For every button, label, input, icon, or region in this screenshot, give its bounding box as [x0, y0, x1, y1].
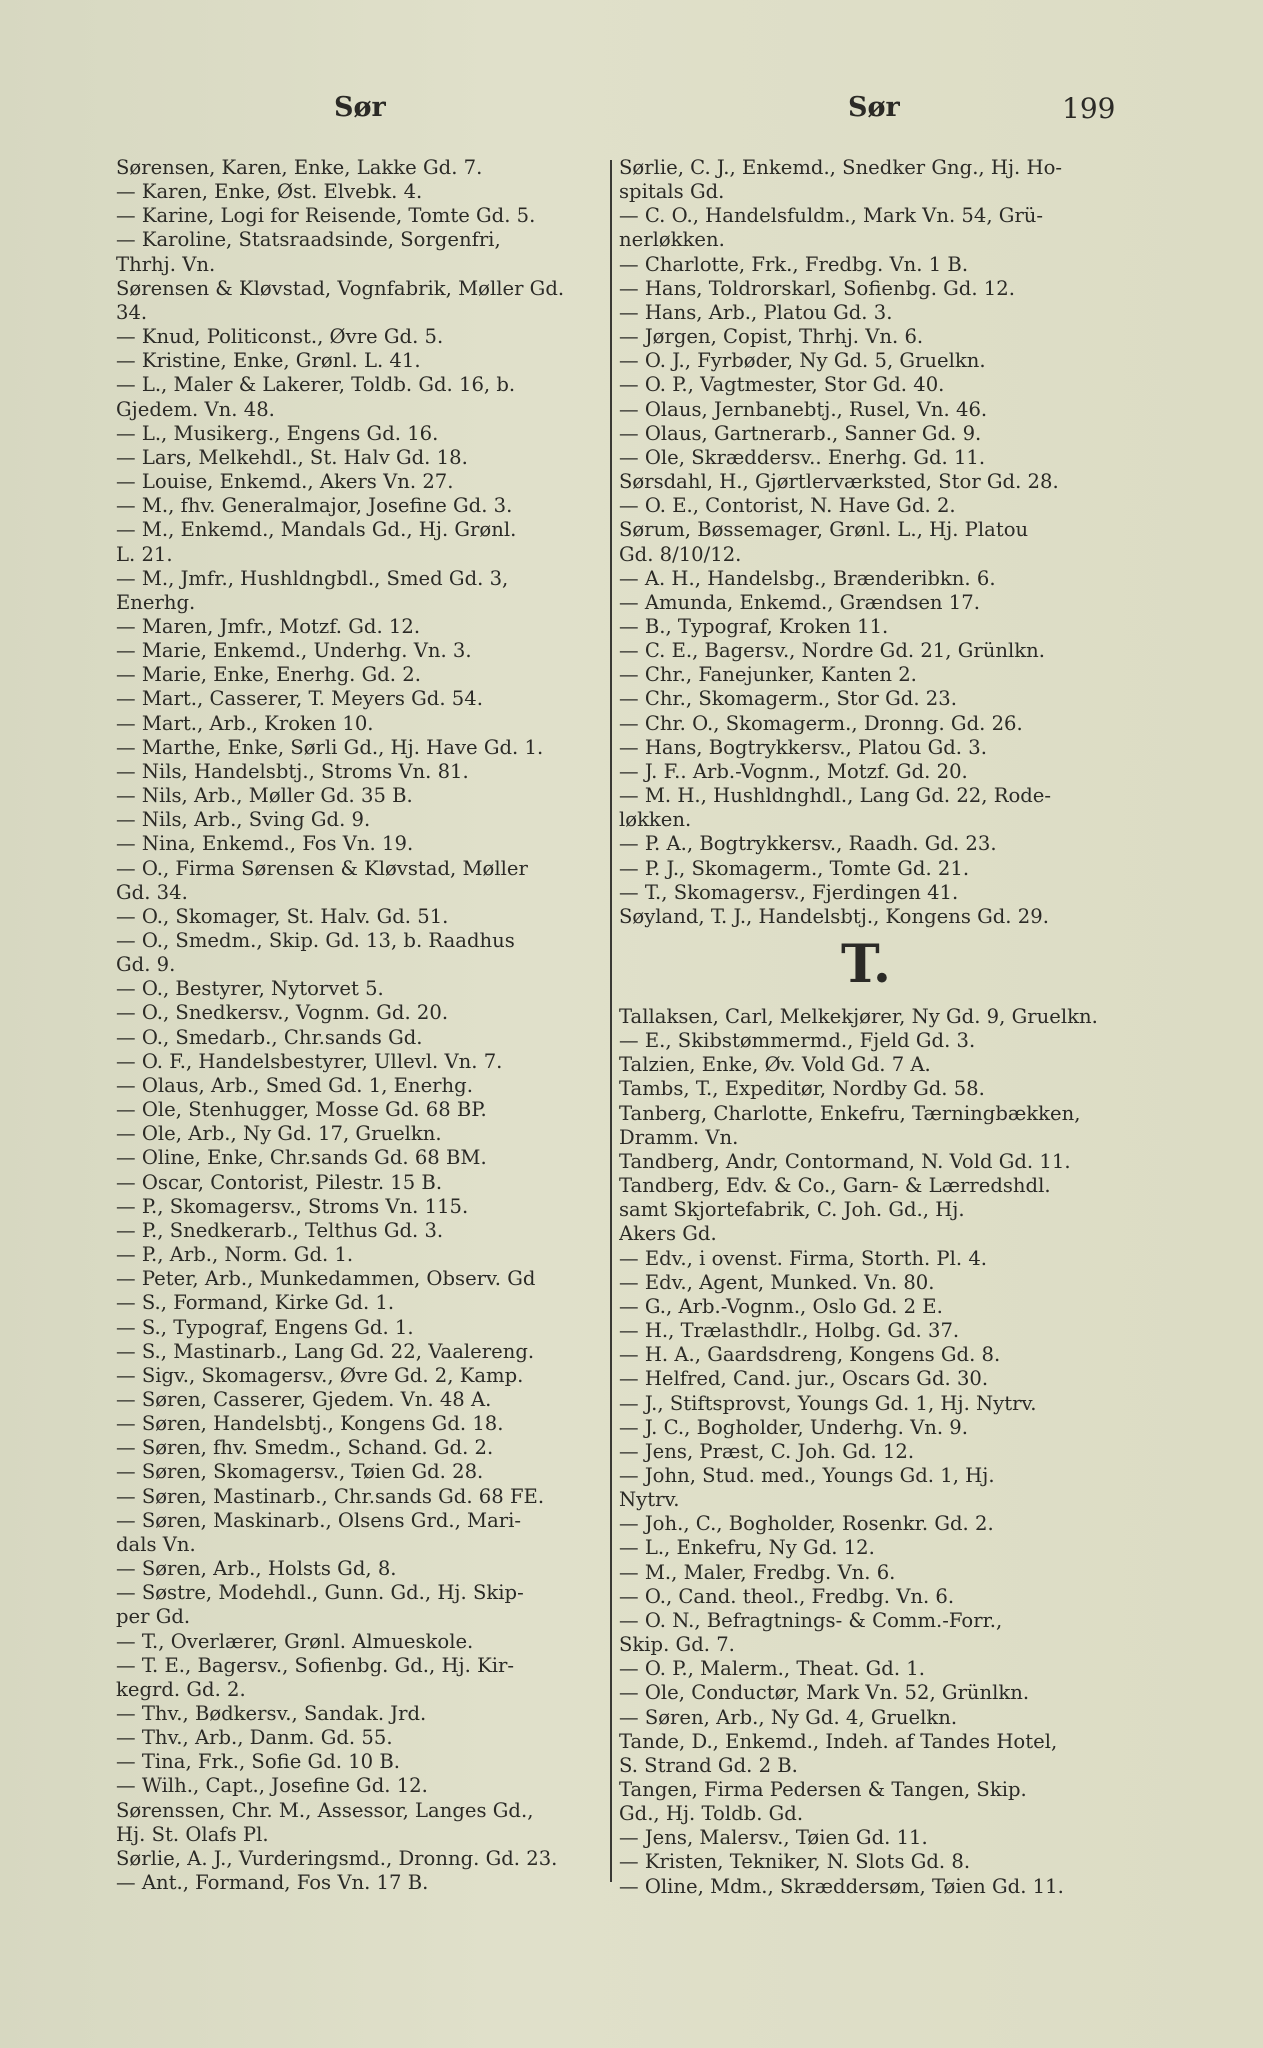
directory-entry: — Søstre, Modehdl., Gunn. Gd., Hj. Skip- — [116, 1581, 524, 1605]
directory-entry: — C. O., Handelsfuldm., Mark Vn. 54, Grü- — [619, 204, 1044, 228]
directory-entry: løkken. — [619, 808, 692, 832]
right-running-head: Sør — [848, 92, 900, 123]
directory-entry: — Karine, Logi for Reisende, Tomte Gd. 5. — [116, 204, 536, 228]
directory-entry: — T. E., Bagersv., Sofienbg. Gd., Hj. Kir- — [116, 1653, 514, 1677]
directory-entry: — J. C., Bogholder, Underhg. Vn. 9. — [619, 1415, 968, 1439]
directory-entry: — Jens, Malersv., Tøien Gd. 11. — [619, 1826, 928, 1850]
directory-entry: — Chr., Skomagerm., Stor Gd. 23. — [619, 687, 957, 711]
directory-entry: — Nils, Arb., Møller Gd. 35 B. — [116, 784, 413, 808]
directory-entry: — Olaus, Jernbanebtj., Rusel, Vn. 46. — [619, 397, 988, 421]
directory-entry: — Sigv., Skomagersv., Øvre Gd. 2, Kamp. — [116, 1363, 524, 1387]
directory-entry: — Ole, Skræddersv.. Enerhg. Gd. 11. — [619, 445, 986, 469]
directory-entry: — P., Skomagersv., Stroms Vn. 115. — [116, 1194, 469, 1218]
directory-entry: — Tina, Frk., Sofie Gd. 10 B. — [116, 1750, 400, 1774]
directory-entry: — Knud, Politiconst., Øvre Gd. 5. — [116, 325, 444, 349]
directory-entry: Tambs, T., Expeditør, Nordby Gd. 58. — [619, 1077, 985, 1101]
directory-entry: — P. A., Bogtrykkersv., Raadh. Gd. 23. — [619, 832, 997, 856]
directory-entry: dals Vn. — [116, 1532, 196, 1556]
directory-entry: — Hans, Arb., Platou Gd. 3. — [619, 300, 893, 324]
directory-entry: — Søren, Casserer, Gjedem. Vn. 48 A. — [116, 1387, 492, 1411]
directory-entry: — O. J., Fyrbøder, Ny Gd. 5, Gruelkn. — [619, 349, 986, 373]
directory-entry: — Nils, Arb., Sving Gd. 9. — [116, 808, 371, 832]
directory-entry: — O., Bestyrer, Nytorvet 5. — [116, 977, 384, 1001]
directory-entry: — S., Formand, Kirke Gd. 1. — [116, 1291, 395, 1315]
directory-entry: — M., fhv. Generalmajor, Josefine Gd. 3. — [116, 494, 513, 518]
directory-entry: — Ole, Arb., Ny Gd. 17, Gruelkn. — [116, 1122, 442, 1146]
directory-entry: spitals Gd. — [619, 180, 725, 204]
directory-entry: Gd. 8/10/12. — [619, 542, 742, 566]
directory-entry: Tallaksen, Carl, Melkekjører, Ny Gd. 9, Gruelkn. — [619, 1005, 1098, 1028]
left-column — [116, 156, 600, 1895]
directory-entry: — Chr. O., Skomagerm., Dronng. Gd. 26. — [619, 711, 1023, 735]
directory-entry: — M., Maler, Fredbg. Vn. 6. — [619, 1560, 896, 1584]
directory-entry: Dramm. Vn. — [619, 1125, 739, 1149]
directory-entry: — Mart., Arb., Kroken 10. — [116, 711, 374, 735]
directory-entry: — O., Smedarb., Chr.sands Gd. — [116, 1025, 423, 1049]
directory-entry: — L., Musikerg., Engens Gd. 16. — [116, 421, 439, 445]
directory-entry: Thrhj. Vn. — [116, 252, 216, 276]
directory-entry: — M. H., Hushldnghdl., Lang Gd. 22, Rode- — [619, 784, 1052, 808]
right-column-entries-b — [619, 1005, 1113, 1899]
directory-entry: — Kristen, Tekniker, N. Slots Gd. 8. — [619, 1850, 971, 1874]
directory-entry: per Gd. — [116, 1605, 191, 1629]
directory-entry: — Edv., i ovenst. Firma, Storth. Pl. 4. — [619, 1246, 988, 1270]
directory-entry: — Søren, Mastinarb., Chr.sands Gd. 68 FE. — [116, 1484, 545, 1508]
directory-entry: — Lars, Melkehdl., St. Halv Gd. 18. — [116, 445, 468, 469]
directory-entry: — Wilh., Capt., Josefine Gd. 12. — [116, 1774, 428, 1798]
directory-entry: 34. — [116, 300, 148, 324]
directory-entry: — P. J., Skomagerm., Tomte Gd. 21. — [619, 856, 970, 880]
directory-entry: — T., Overlærer, Grønl. Almueskole. — [116, 1629, 474, 1653]
directory-entry: Sørlie, C. J., Enkemd., Snedker Gng., Hj. Ho- — [619, 156, 1063, 179]
directory-entry: — L., Enkefru, Ny Gd. 12. — [619, 1536, 875, 1560]
directory-entry: — J., Stiftsprovst, Youngs Gd. 1, Hj. Nytrv. — [619, 1391, 1037, 1415]
directory-entry: — O. F., Handelsbestyrer, Ullevl. Vn. 7. — [116, 1049, 503, 1073]
directory-entry: — Jørgen, Copist, Thrhj. Vn. 6. — [619, 325, 924, 349]
directory-entry: — B., Typograf, Kroken 11. — [619, 614, 889, 638]
directory-entry: — M., Jmfr., Hushldngbdl., Smed Gd. 3, — [116, 566, 509, 590]
directory-entry: — Louise, Enkemd., Akers Vn. 27. — [116, 470, 454, 494]
directory-entry: — Marie, Enkemd., Underhg. Vn. 3. — [116, 639, 472, 663]
directory-entry: — O., Skomager, St. Halv. Gd. 51. — [116, 904, 449, 928]
directory-entry: — Joh., C., Bogholder, Rosenkr. Gd. 2. — [619, 1512, 994, 1536]
directory-entry: — Thv., Arb., Danm. Gd. 55. — [116, 1726, 393, 1750]
directory-entry: — O. P., Vagtmester, Stor Gd. 40. — [619, 373, 945, 397]
directory-entry: Gd., Hj. Toldb. Gd. — [619, 1802, 804, 1826]
directory-entry: — L., Maler & Lakerer, Toldb. Gd. 16, b. — [116, 373, 516, 397]
directory-entry: — Edv., Agent, Munked. Vn. 80. — [619, 1270, 935, 1294]
directory-entry: — Hans, Toldrorskarl, Sofienbg. Gd. 12. — [619, 276, 1015, 300]
directory-entry: Gd. 9. — [116, 953, 176, 977]
directory-entry: Gd. 34. — [116, 880, 188, 904]
directory-entry: — Ant., Formand, Fos Vn. 17 B. — [116, 1871, 429, 1895]
directory-entry: — Karen, Enke, Øst. Elvebk. 4. — [116, 180, 423, 204]
directory-entry: — Olaus, Gartnerarb., Sanner Gd. 9. — [619, 421, 982, 445]
directory-entry: Sørenssen, Chr. M., Assessor, Langes Gd., — [116, 1798, 534, 1822]
directory-entry: — C. E., Bagersv., Nordre Gd. 21, Grünlkn. — [619, 639, 1045, 663]
directory-entry: — Søren, Arb., Ny Gd. 4, Gruelkn. — [619, 1705, 958, 1729]
directory-entry: — Jens, Præst, C. Joh. Gd. 12. — [619, 1439, 915, 1463]
directory-entry: Tande, D., Enkemd., Indeh. af Tandes Hotel, — [619, 1729, 1058, 1753]
directory-entry: Nytrv. — [619, 1488, 680, 1512]
directory-entry: — Thv., Bødkersv., Sandak. Jrd. — [116, 1702, 427, 1725]
directory-entry: nerløkken. — [619, 228, 725, 252]
directory-entry: — Helfred, Cand. jur., Oscars Gd. 30. — [619, 1367, 989, 1391]
directory-entry: Sørensen & Kløvstad, Vognfabrik, Møller Gd. — [116, 276, 565, 300]
directory-entry: — Kristine, Enke, Grønl. L. 41. — [116, 349, 421, 373]
directory-entry: — O. P., Malerm., Theat. Gd. 1. — [619, 1657, 925, 1681]
directory-entry: — Peter, Arb., Munkedammen, Observ. Gd — [116, 1267, 536, 1291]
section-letter: T. — [840, 934, 892, 995]
right-column — [619, 156, 1113, 1899]
directory-entry: — P., Snedkerarb., Telthus Gd. 3. — [116, 1218, 444, 1242]
directory-entry: — Søren, fhv. Smedm., Schand. Gd. 2. — [116, 1436, 494, 1460]
directory-entry: — M., Enkemd., Mandals Gd., Hj. Grønl. — [116, 518, 517, 542]
directory-entry: Søyland, T. J., Handelsbtj., Kongens Gd. 29. — [619, 904, 1049, 928]
directory-entry: — Ole, Conductør, Mark Vn. 52, Grünlkn. — [619, 1681, 1030, 1705]
directory-entry: — O. N., Befragtnings- & Comm.-Forr., — [619, 1608, 1003, 1632]
directory-entry: Sørensen, Karen, Enke, Lakke Gd. 7. — [116, 156, 483, 179]
directory-entry: — Nina, Enkemd., Fos Vn. 19. — [116, 832, 414, 856]
page-number: 199 — [1062, 92, 1116, 125]
directory-entry: Skip. Gd. 7. — [619, 1633, 735, 1657]
directory-entry: — O. E., Contorist, N. Have Gd. 2. — [619, 494, 956, 518]
directory-entry: Enerhg. — [116, 590, 196, 614]
directory-entry: Tandberg, Andr, Contormand, N. Vold Gd. 11. — [619, 1149, 1071, 1173]
directory-entry: kegrd. Gd. 2. — [116, 1677, 246, 1701]
directory-entry: — Søren, Handelsbtj., Kongens Gd. 18. — [116, 1412, 504, 1436]
directory-entry: — Marie, Enke, Enerhg. Gd. 2. — [116, 663, 421, 687]
column-divider — [610, 160, 612, 1882]
directory-entry: — Ole, Stenhugger, Mosse Gd. 68 BP. — [116, 1098, 487, 1122]
directory-entry: — Charlotte, Frk., Fredbg. Vn. 1 B. — [619, 252, 969, 276]
directory-entry: Talzien, Enke, Øv. Vold Gd. 7 A. — [619, 1053, 931, 1077]
directory-entry: — O., Snedkersv., Vognm. Gd. 20. — [116, 1001, 449, 1025]
directory-entry: — H., Trælasthdlr., Holbg. Gd. 37. — [619, 1319, 960, 1343]
directory-entry: — Oscar, Contorist, Pilestr. 15 B. — [116, 1170, 443, 1194]
directory-entry: — S., Typograf, Engens Gd. 1. — [116, 1315, 414, 1339]
directory-entry: — O., Cand. theol., Fredbg. Vn. 6. — [619, 1584, 955, 1608]
directory-entry: Tanberg, Charlotte, Enkefru, Tærningbækken, — [619, 1101, 1081, 1125]
directory-entry: — John, Stud. med., Youngs Gd. 1, Hj. — [619, 1463, 995, 1487]
directory-entry: — E., Skibstømmermd., Fjeld Gd. 3. — [619, 1029, 976, 1053]
directory-entry: — J. F.. Arb.-Vognm., Motzf. Gd. 20. — [619, 759, 968, 783]
directory-entry: — O., Firma Sørensen & Kløvstad, Møller — [116, 856, 528, 880]
directory-entry: — Maren, Jmfr., Motzf. Gd. 12. — [116, 614, 421, 638]
directory-entry: — P., Arb., Norm. Gd. 1. — [116, 1243, 354, 1267]
directory-entry: Tangen, Firma Pedersen & Tangen, Skip. — [619, 1778, 1027, 1801]
directory-entry: L. 21. — [116, 542, 173, 566]
directory-entry: — Søren, Arb., Holsts Gd, 8. — [116, 1557, 397, 1581]
directory-entry: Tandberg, Edv. & Co., Garn- & Lærredshdl. — [619, 1174, 1051, 1198]
directory-entry: — Mart., Casserer, T. Meyers Gd. 54. — [116, 687, 483, 711]
directory-entry: — Karoline, Statsraadsinde, Sorgenfri, — [116, 228, 501, 252]
directory-entry: — Marthe, Enke, Sørli Gd., Hj. Have Gd. 1. — [116, 735, 544, 759]
left-running-head: Sør — [334, 92, 386, 123]
directory-entry: — Chr., Fanejunker, Kanten 2. — [619, 663, 917, 687]
directory-entry: Sørum, Bøssemager, Grønl. L., Hj. Platou — [619, 518, 1029, 542]
directory-entry: Gjedem. Vn. 48. — [116, 397, 275, 421]
directory-entry: Sørsdahl, H., Gjørtlerværksted, Stor Gd. 28. — [619, 470, 1059, 494]
directory-entry: — Oline, Mdm., Skræddersøm, Tøien Gd. 11. — [619, 1874, 1064, 1898]
directory-entry: — Søren, Maskinarb., Olsens Grd., Mari- — [116, 1508, 522, 1532]
directory-entry: — A. H., Handelsbg., Brænderibkn. 6. — [619, 566, 996, 590]
directory-entry: — G., Arb.-Vognm., Oslo Gd. 2 E. — [619, 1294, 943, 1318]
right-column-entries-a — [619, 156, 1113, 929]
directory-entry: — Nils, Handelsbtj., Stroms Vn. 81. — [116, 759, 469, 783]
directory-entry: Akers Gd. — [619, 1222, 717, 1246]
directory-entry: — S., Mastinarb., Lang Gd. 22, Vaalereng. — [116, 1339, 535, 1363]
directory-entry: — H. A., Gaardsdreng, Kongens Gd. 8. — [619, 1343, 1001, 1367]
directory-entry: — T., Skomagersv., Fjerdingen 41. — [619, 880, 959, 904]
directory-entry: — Amunda, Enkemd., Grændsen 17. — [619, 590, 980, 614]
directory-entry: — Hans, Bogtrykkersv., Platou Gd. 3. — [619, 735, 987, 759]
directory-entry: — Olaus, Arb., Smed Gd. 1, Enerhg. — [116, 1073, 473, 1097]
directory-entry: Hj. St. Olafs Pl. — [116, 1822, 269, 1846]
directory-entry: — Oline, Enke, Chr.sands Gd. 68 BM. — [116, 1146, 487, 1170]
directory-entry: — O., Smedm., Skip. Gd. 13, b. Raadhus — [116, 929, 515, 952]
directory-entry: — Søren, Skomagersv., Tøien Gd. 28. — [116, 1460, 484, 1484]
directory-entry: Sørlie, A. J., Vurderingsmd., Dronng. Gd. 23. — [116, 1846, 558, 1870]
directory-entry: samt Skjortefabrik, C. Joh. Gd., Hj. — [619, 1198, 965, 1222]
directory-entry: S. Strand Gd. 2 B. — [619, 1753, 798, 1777]
